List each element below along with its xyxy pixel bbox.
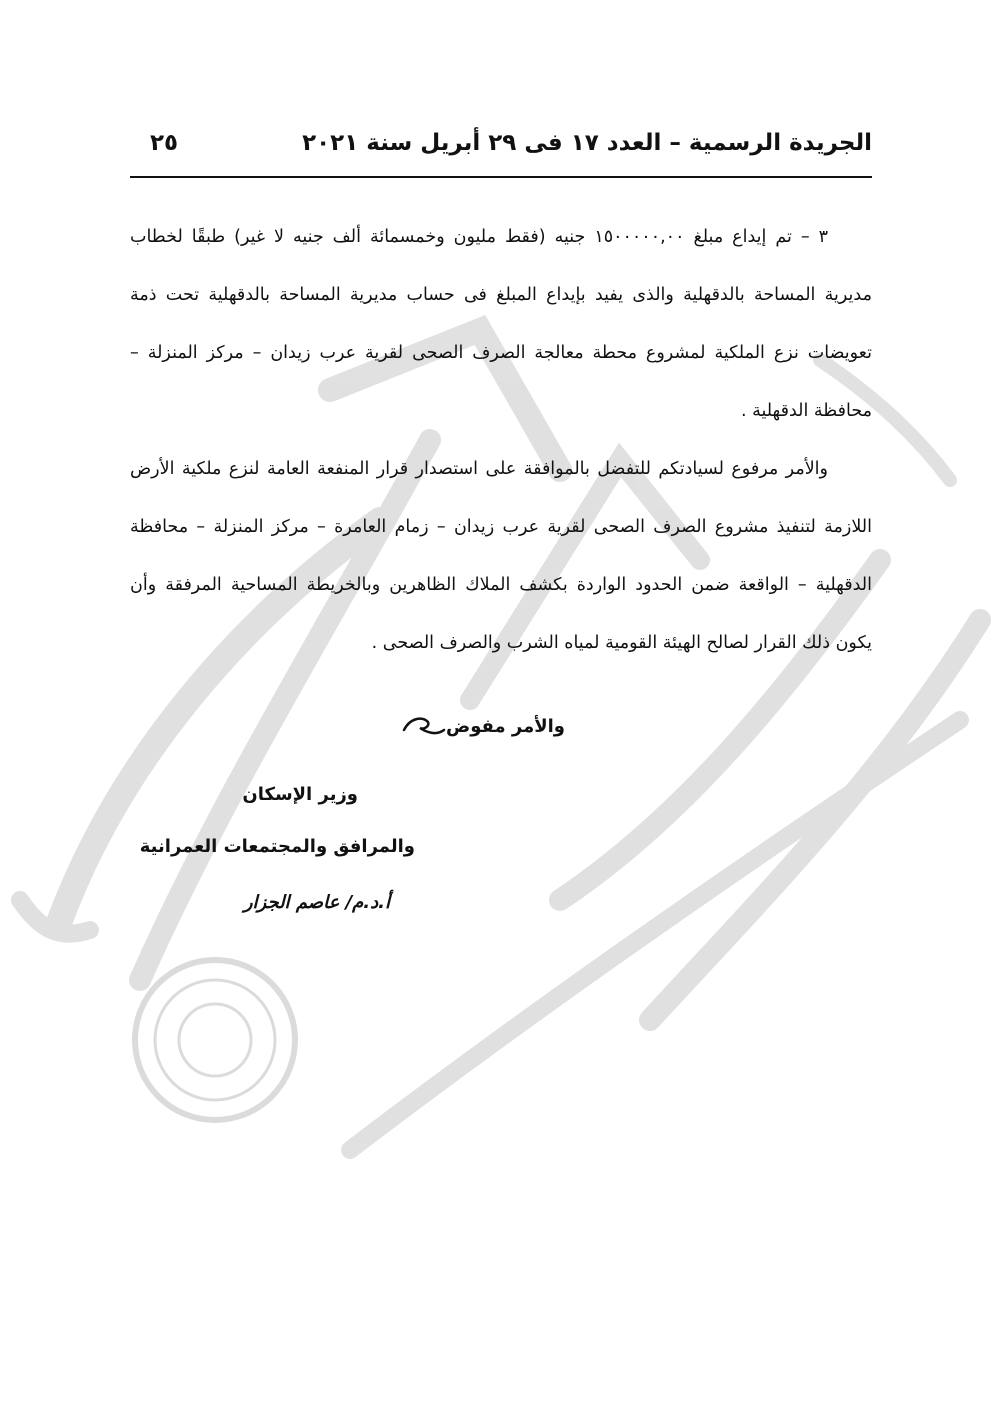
paragraph-request: والأمر مرفوع لسيادتكم للتفضل بالموافقة على استصدار قرار المنفعة العامة لنزع ملكية الأرض اللازمة لتنفيذ مشروع الصرف الصحى لقرية عرب زيدان – زمام العامرة – مركز المنزلة – محافظة الدقهلية – الواقعة ضمن الحدود الواردة بكشف الملاك الظاهرين وبالخريطة المساحية المرفقة وأن يكون ذلك القرار لصالح الهيئة القومية لمياه الشرب والصرف الصحى . xyxy=(130,459,872,653)
page-number: ٢٥ xyxy=(150,130,179,156)
ministry-name: والمرافق والمجتمعات العمرانية xyxy=(139,836,415,857)
handwritten-initial-icon xyxy=(400,712,448,744)
closing-line: والأمر مفوض xyxy=(446,716,565,737)
document-body xyxy=(130,208,872,672)
minister-title: وزير الإسكان xyxy=(242,784,358,805)
minister-name: أ.د.م/ عاصم الجزار xyxy=(243,892,390,913)
header-divider xyxy=(130,176,872,178)
page-header xyxy=(130,120,872,176)
seal-icon xyxy=(135,960,295,1120)
gazette-title: الجريدة الرسمية – العدد ١٧ فى ٢٩ أبريل سنة ٢٠٢١ xyxy=(302,130,872,156)
paragraph-deposit: ٣ – تم إيداع مبلغ ١٥٠٠٠٠٠,٠٠ جنيه (فقط مليون وخمسمائة ألف جنيه لا غير) طبقًا لخطاب مديرية المساحة بالدقهلية والذى يفيد بإيداع المبلغ فى حساب مديرية المساحة بالدقهلية تحت ذمة تعويضات نزع الملكية لمشروع محطة معالجة الصرف الصحى لقرية عرب زيدان – مركز المنزلة – محافظة الدقهلية . xyxy=(130,227,872,421)
